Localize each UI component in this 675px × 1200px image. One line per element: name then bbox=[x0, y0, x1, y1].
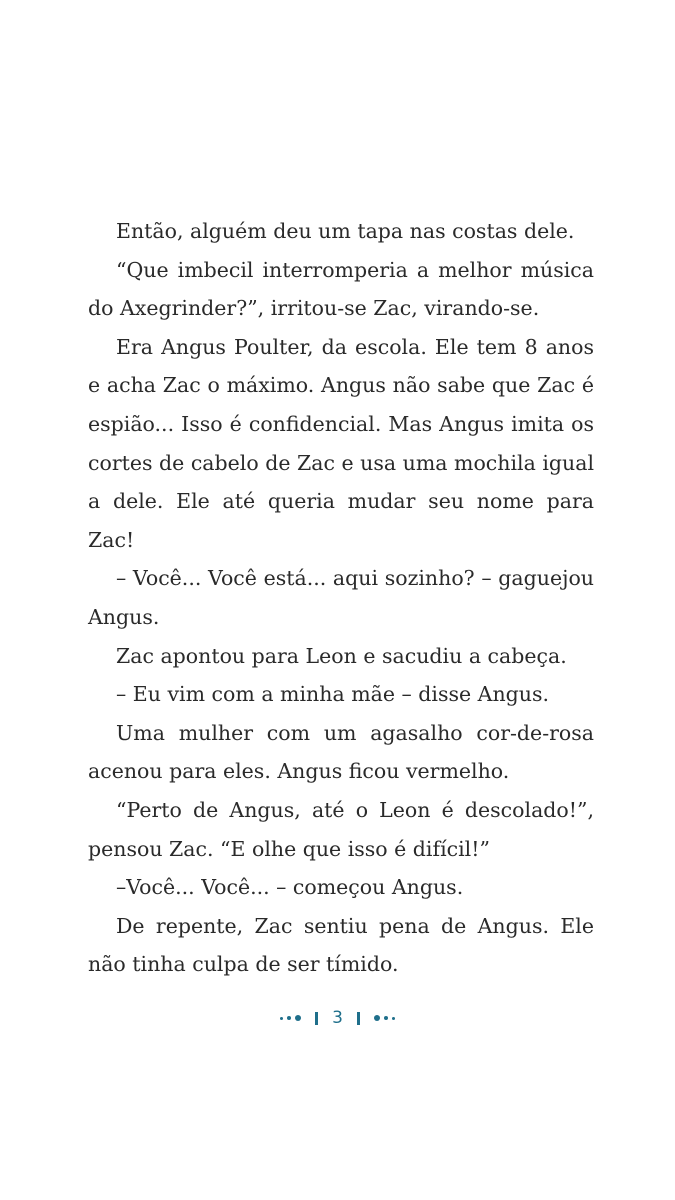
paragraph-10: De repente, Zac sentiu pena de Angus. Ele não tinha culpa de ser tímido. bbox=[88, 913, 594, 977]
paragraph-3: Era Angus Poulter, da escola. Ele tem 8 anos e acha Zac o máximo. Angus não sabe que Zac é espião... Isso é confidencial. Mas Angus imita os cortes de cabelo de Zac e usa uma mochila igual a dele. Ele até queria mudar seu nome para Zac! bbox=[88, 334, 594, 552]
paragraph-6: – Eu vim com a minha mãe – disse Angus. bbox=[116, 682, 550, 707]
folio-bar-right-icon bbox=[357, 1012, 360, 1025]
paragraph-5: Zac apontou para Leon e sacudiu a cabeça. bbox=[116, 643, 567, 668]
paragraph-8: “Perto de Angus, até o Leon é descolado!”, pensou Zac. “E olhe que isso é difícil!” bbox=[88, 797, 594, 861]
folio-bar-left-icon bbox=[315, 1012, 318, 1025]
page-number: 3 bbox=[332, 1008, 343, 1028]
page-folio bbox=[0, 1006, 675, 1030]
folio-dots-left-icon bbox=[280, 1015, 301, 1021]
paragraph-2: “Que imbecil interromperia a melhor música do Axegrinder?”, irritou-se Zac, virando-se. bbox=[88, 257, 594, 321]
body-text bbox=[88, 212, 594, 984]
paragraph-4: – Você... Você está... aqui sozinho? – gaguejou Angus. bbox=[88, 566, 594, 629]
paragraph-1: Então, alguém deu um tapa nas costas dele. bbox=[116, 219, 575, 243]
folio-dots-right-icon bbox=[374, 1015, 395, 1021]
paragraph-9: –Você... Você... – começou Angus. bbox=[116, 875, 464, 900]
paragraph-7: Uma mulher com um agasalho cor-de-rosa acenou para eles. Angus ficou vermelho. bbox=[88, 720, 594, 784]
